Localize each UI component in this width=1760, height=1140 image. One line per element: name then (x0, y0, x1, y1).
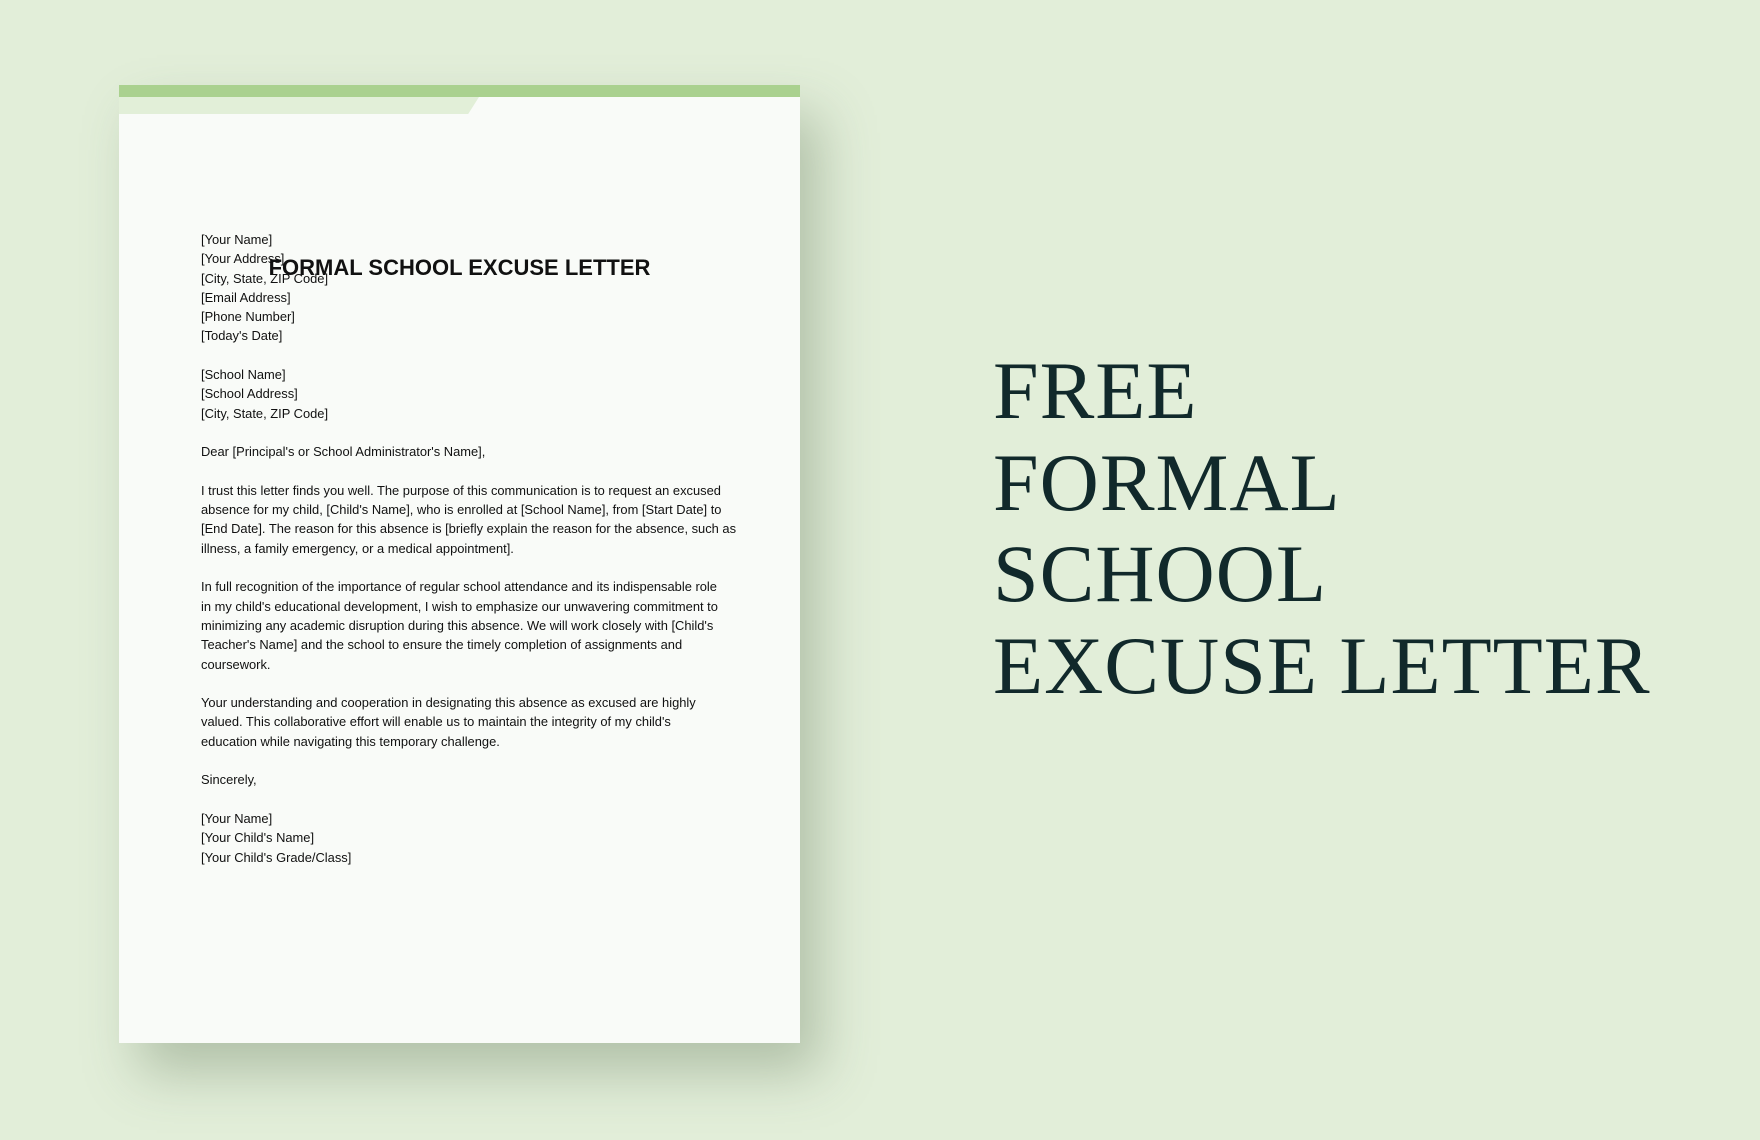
hero-line: EXCUSE LETTER (993, 620, 1651, 712)
signature-line: [Your Child's Name] (201, 830, 315, 846)
header-accent-strip (119, 97, 479, 114)
recipient-line: [School Address] (201, 386, 298, 402)
letter-page (119, 85, 800, 1043)
sender-line: [Your Address] (201, 251, 285, 267)
sender-line: [Email Address] (201, 289, 291, 305)
paragraph-line: Your understanding and cooperation in designating this absence as excused are highly (201, 695, 696, 711)
closing: Sincerely, (201, 772, 257, 788)
sender-line: [Today's Date] (201, 328, 283, 344)
paragraph-line: In full recognition of the importance of regular school attendance and its indispensable role (201, 579, 717, 595)
signature-line: [Your Name] (201, 810, 273, 826)
hero-line: FREE (993, 345, 1198, 436)
paragraph-line: valued. This collaborative effort will enable us to maintain the integrity of my child's (201, 714, 671, 730)
paragraph-line: in my child's educational development, I wish to emphasize our unwavering commitment to (201, 598, 718, 614)
letter-body (201, 230, 761, 867)
hero-line: SCHOOL (993, 528, 1328, 620)
signature-line: [Your Child's Grade/Class] (201, 849, 352, 865)
header-accent-bar (119, 85, 800, 97)
paragraph-line: illness, a family emergency, or a medical appointment]. (201, 540, 514, 556)
sender-line: [City, State, ZIP Code] (201, 270, 329, 286)
letter-title: FORMAL SCHOOL EXCUSE LETTER (268, 255, 651, 280)
paragraph-line: minimizing any academic disruption during this absence. We will work closely with [Child's (201, 617, 714, 633)
paragraph-line: [End Date]. The reason for this absence is [briefly explain the reason for the absence, such as (201, 521, 737, 537)
paragraph-line: education while navigating this temporary challenge. (201, 733, 500, 749)
paragraph-line: I trust this letter finds you well. The purpose of this communication is to request an excused (201, 482, 721, 498)
paragraph-line: absence for my child, [Child's Name], who is enrolled at [School Name], from [Start Date] to (201, 502, 722, 518)
recipient-line: [City, State, ZIP Code] (201, 405, 329, 421)
hero-heading (993, 345, 1651, 712)
sender-line: [Your Name] (201, 232, 273, 247)
sender-line: [Phone Number] (201, 309, 295, 325)
hero-line: FORMAL (993, 436, 1341, 528)
salutation: Dear [Principal's or School Administrator's Name], (201, 444, 486, 460)
paragraph-line: Teacher's Name] and the school to ensure the timely completion of assignments and (201, 637, 683, 653)
recipient-line: [School Name] (201, 367, 286, 383)
paragraph-line: coursework. (201, 656, 271, 672)
